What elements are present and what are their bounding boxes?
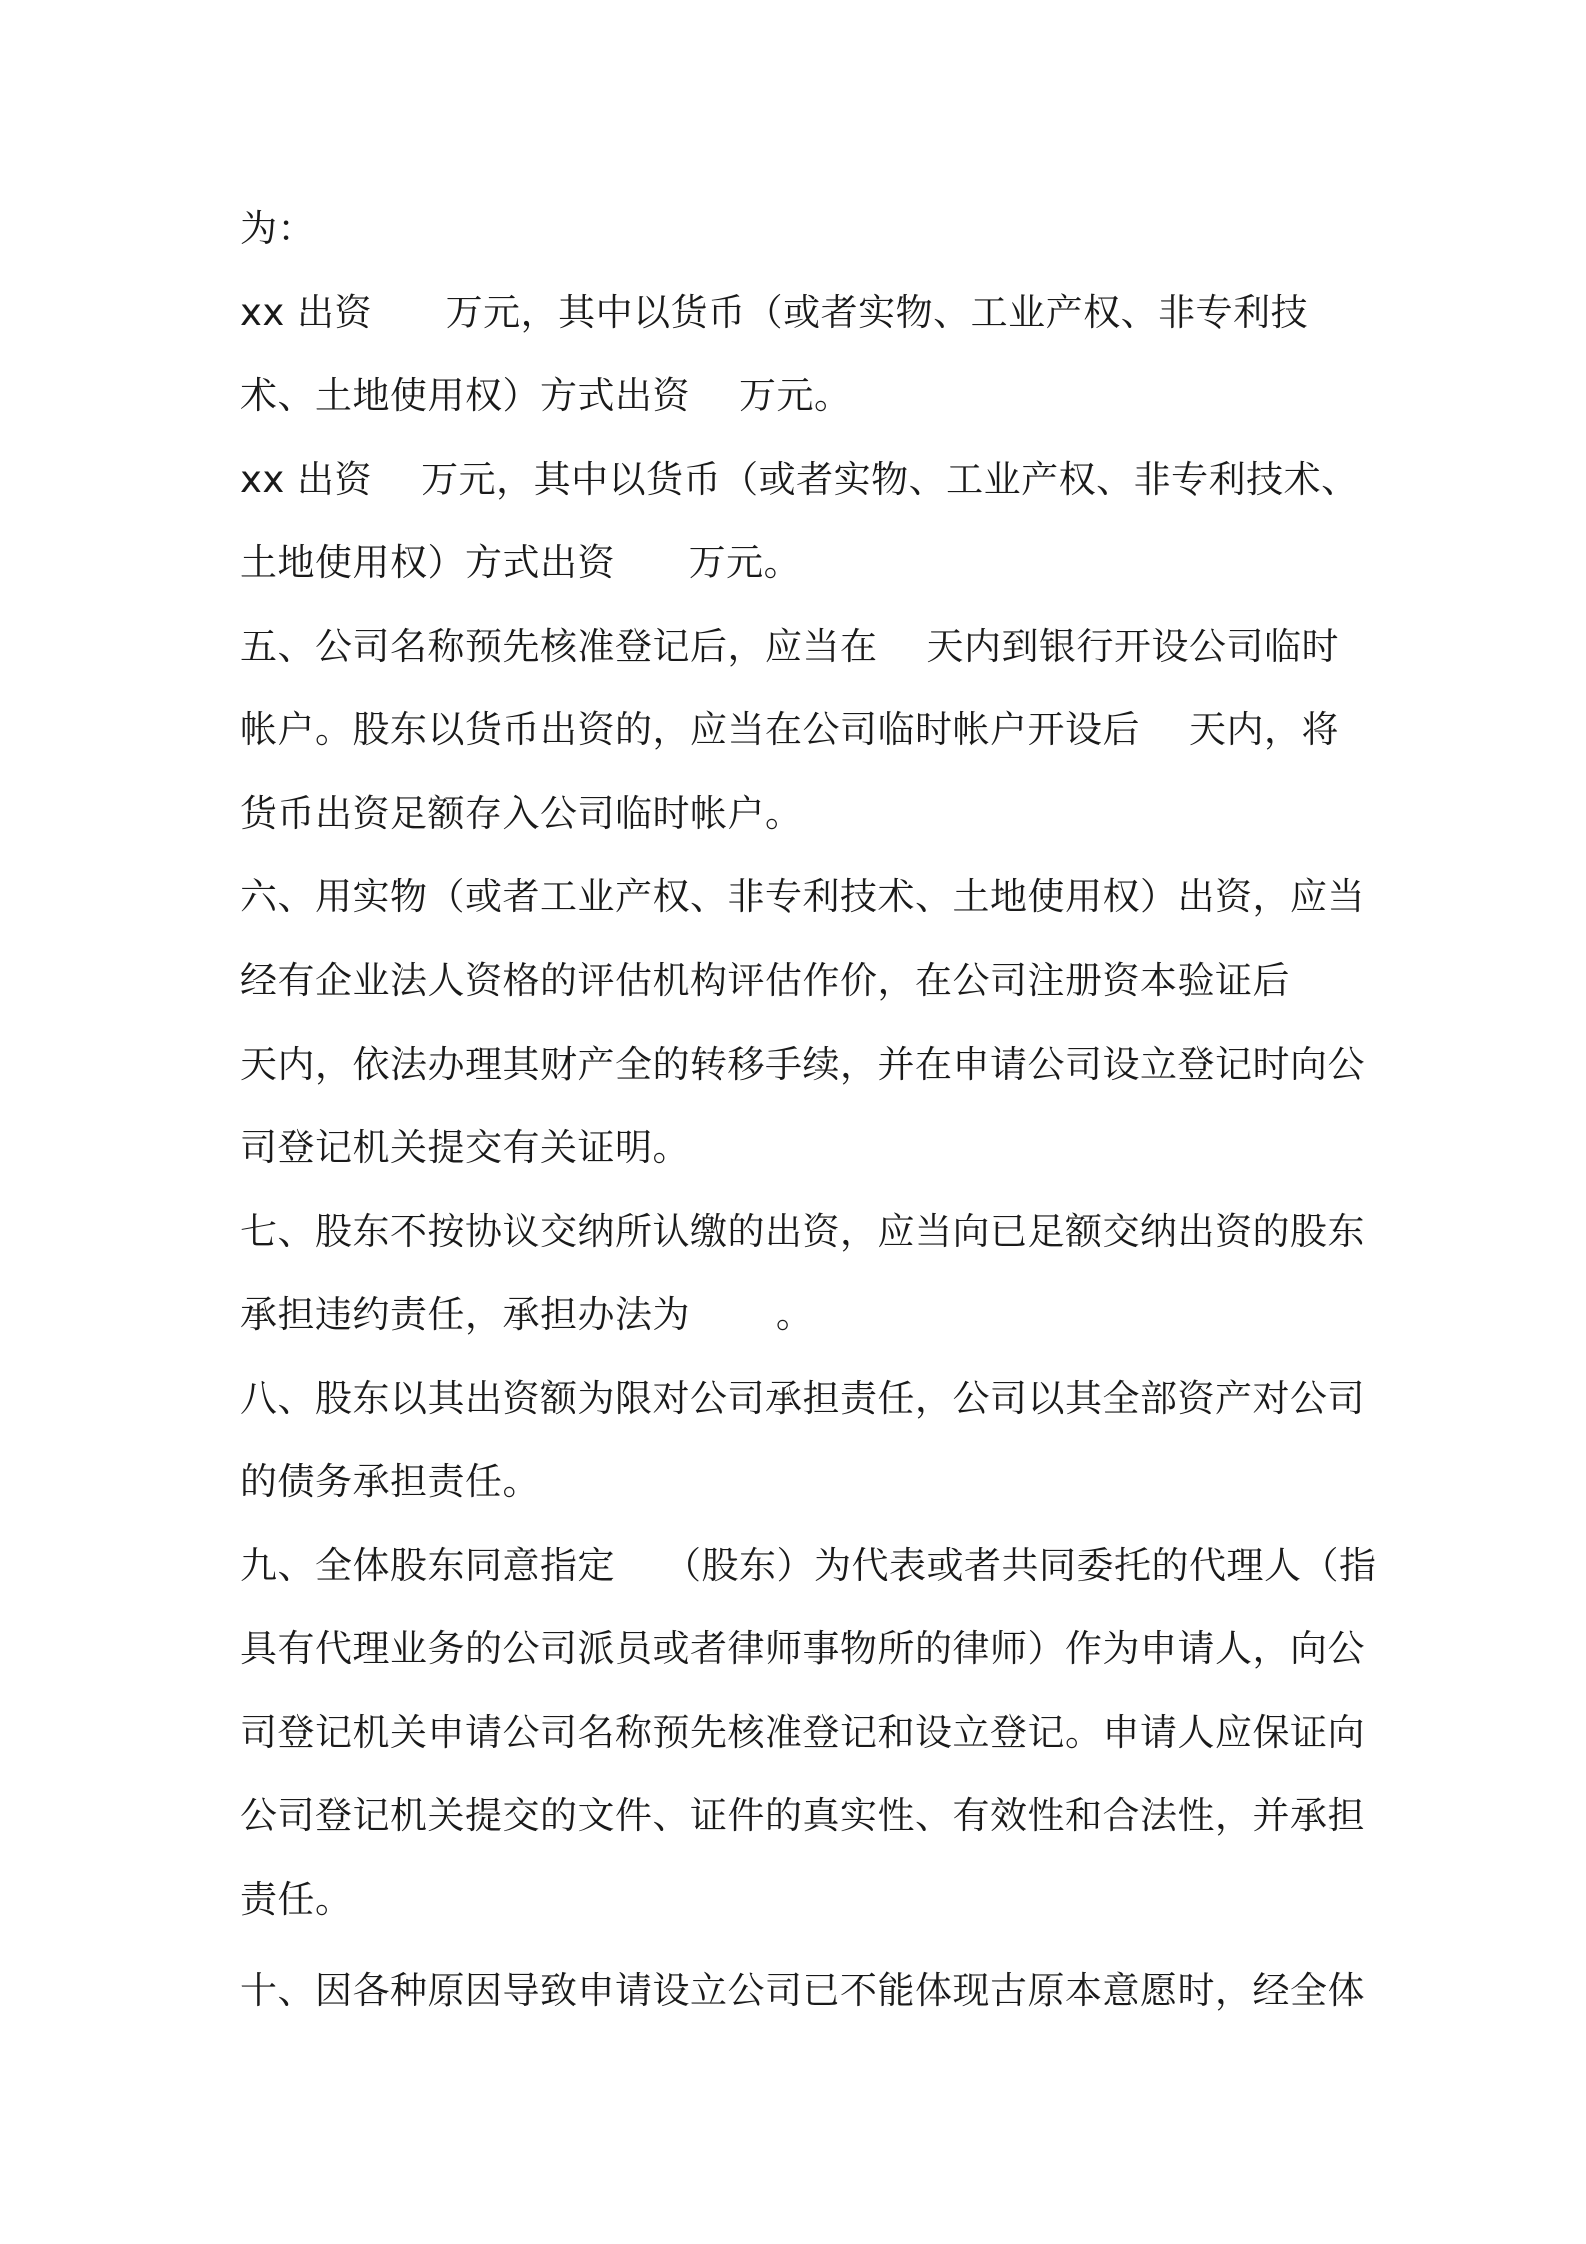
text-line: 责任。 (240, 1878, 353, 1921)
text-line: 为： (240, 207, 315, 250)
text-line: xx 出资 万元，其中以货币（或者实物、工业产权、非专利技术、 (240, 458, 1359, 501)
text-line: 司登记机关申请公司名称预先核准登记和设立登记。申请人应保证向 (240, 1711, 1365, 1754)
text-line: 十、因各种原因导致申请设立公司已不能体现古原本意愿时，经全体 (240, 1969, 1365, 2012)
text-line: 公司登记机关提交的文件、证件的真实性、有效性和合法性，并承担 (240, 1794, 1365, 1837)
text-line: 具有代理业务的公司派员或者律师事物所的律师）作为申请人，向公 (240, 1627, 1365, 1670)
text-line: 承担违约责任，承担办法为 。 (240, 1293, 814, 1336)
text-line: 八、股东以其出资额为限对公司承担责任，公司以其全部资产对公司 (240, 1377, 1365, 1420)
text-line: 术、土地使用权）方式出资 万元。 (240, 374, 852, 417)
text-line: 天内，依法办理其财产全的转移手续，并在申请公司设立登记时向公 (240, 1043, 1365, 1086)
text-line: 六、用实物（或者工业产权、非专利技术、土地使用权）出资，应当 (240, 875, 1365, 918)
text-line: 的债务承担责任。 (240, 1460, 540, 1503)
text-line: 司登记机关提交有关证明。 (240, 1126, 690, 1169)
text-line: 七、股东不按协议交纳所认缴的出资，应当向已足额交纳出资的股东 (240, 1210, 1365, 1253)
text-line: 土地使用权）方式出资 万元。 (240, 541, 802, 584)
text-line: xx 出资 万元，其中以货币（或者实物、工业产权、非专利技 (240, 291, 1309, 334)
text-line: 经有企业法人资格的评估机构评估作价，在公司注册资本验证后 (240, 959, 1290, 1002)
text-line: 九、全体股东同意指定 （股东）为代表或者共同委托的代理人（指 (240, 1544, 1377, 1587)
text-line: 货币出资足额存入公司临时帐户。 (240, 792, 803, 835)
text-line: 帐户。股东以货币出资的，应当在公司临时帐户开设后 天内，将 (240, 708, 1340, 751)
text-line: 五、公司名称预先核准登记后，应当在 天内到银行开设公司临时 (240, 625, 1340, 668)
